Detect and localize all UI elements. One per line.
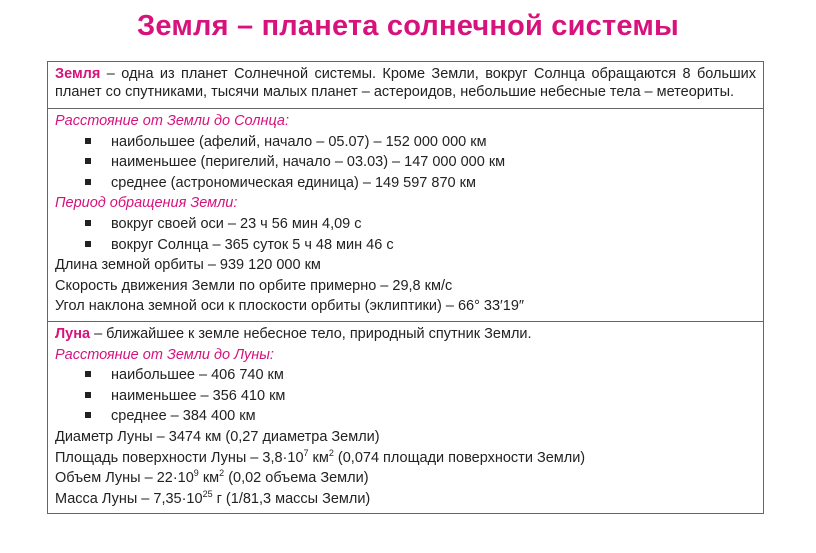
bullet-icon [85, 412, 91, 418]
bullet-icon [85, 179, 91, 185]
earth-orbit-length: Длина земной орбиты – 939 120 000 км [55, 257, 321, 274]
bullet-icon [85, 158, 91, 164]
earth-facts-section [48, 108, 763, 321]
earth-intro-section [48, 62, 763, 108]
bullet-icon [85, 392, 91, 398]
moon-volume-unit-exp: 2 [219, 468, 225, 479]
moon-intro-text: – ближайшее к земле небесное тело, природный спутник Земли. [90, 325, 532, 342]
earth-term: Земля [55, 66, 101, 82]
moon-volume [55, 468, 756, 489]
moon-area-unit: км [308, 449, 329, 466]
list-item-text: наименьшее – 356 410 км [111, 387, 286, 404]
bullet-icon [85, 371, 91, 377]
bullet-icon [85, 220, 91, 226]
earth-axis-tilt: Угол наклона земной оси к плоскости орбиты (эклиптики) – 66° 33′19″ [55, 298, 525, 315]
moon-diameter: Диаметр Луны – 3474 км (0,27 диаметра Земли) [55, 428, 380, 445]
moon-volume-note: (0,02 объема Земли) [224, 470, 369, 487]
list-item [55, 214, 756, 235]
info-table [47, 61, 764, 514]
moon-section [48, 321, 763, 513]
moon-intro [55, 324, 756, 345]
list-item-text: вокруг своей оси – 23 ч 56 мин 4,09 с [111, 215, 362, 232]
moon-area-exp: 7 [303, 447, 309, 458]
moon-surface-area [55, 448, 756, 469]
list-item [55, 406, 756, 427]
earth-period-heading: Период обращения Земли: [55, 195, 238, 212]
list-item [55, 132, 756, 153]
moon-mass [55, 489, 756, 510]
bullet-icon [85, 138, 91, 144]
list-item [55, 235, 756, 256]
moon-mass-note: г (1/81,3 массы Земли) [212, 490, 371, 507]
list-item [55, 152, 756, 173]
moon-mass-text: Масса Луны – 7,35·10 [55, 490, 203, 507]
list-item-text: наибольшее (афелий, начало – 05.07) – 152 000 000 км [111, 133, 487, 150]
list-item-text: вокруг Солнца – 365 суток 5 ч 48 мин 46 с [111, 236, 394, 253]
moon-area-text: Площадь поверхности Луны – 3,8·10 [55, 449, 304, 466]
list-item-text: наименьшее (перигелий, начало – 03.03) – 147 000 000 км [111, 154, 506, 171]
moon-term: Луна [55, 325, 91, 342]
moon-mass-exp: 25 [202, 488, 213, 499]
list-item-text: наибольшее – 406 740 км [111, 367, 284, 384]
bullet-icon [85, 241, 91, 247]
moon-volume-unit: км [198, 470, 220, 487]
moon-distance-heading: Расстояние от Земли до Луны: [55, 346, 274, 363]
moon-volume-exp: 9 [193, 468, 199, 479]
list-item-text: среднее – 384 400 км [111, 408, 256, 425]
list-item [55, 386, 756, 407]
moon-area-unit-exp: 2 [328, 447, 334, 458]
list-item [55, 173, 756, 194]
moon-area-note: (0,074 площади поверхности Земли) [333, 449, 586, 466]
list-item-text: среднее (астрономическая единица) – 149 597 870 км [111, 174, 476, 191]
moon-volume-text: Объем Луны – 22·10 [55, 470, 194, 487]
earth-intro-text: – одна из планет Солнечной системы. Кроме Земли, вокруг Солнца обращаются 8 больших планет со спутниками, тысячи малых планет – астероидов, небольшие небесные тела – метеориты. [55, 66, 756, 100]
list-item [55, 365, 756, 386]
earth-orbit-speed: Скорость движения Земли по орбите примерно – 29,8 км/с [55, 277, 453, 294]
page-title: Земля – планета солнечной системы [137, 10, 679, 42]
earth-distance-heading: Расстояние от Земли до Солнца: [55, 113, 289, 129]
earth-intro [55, 64, 756, 104]
